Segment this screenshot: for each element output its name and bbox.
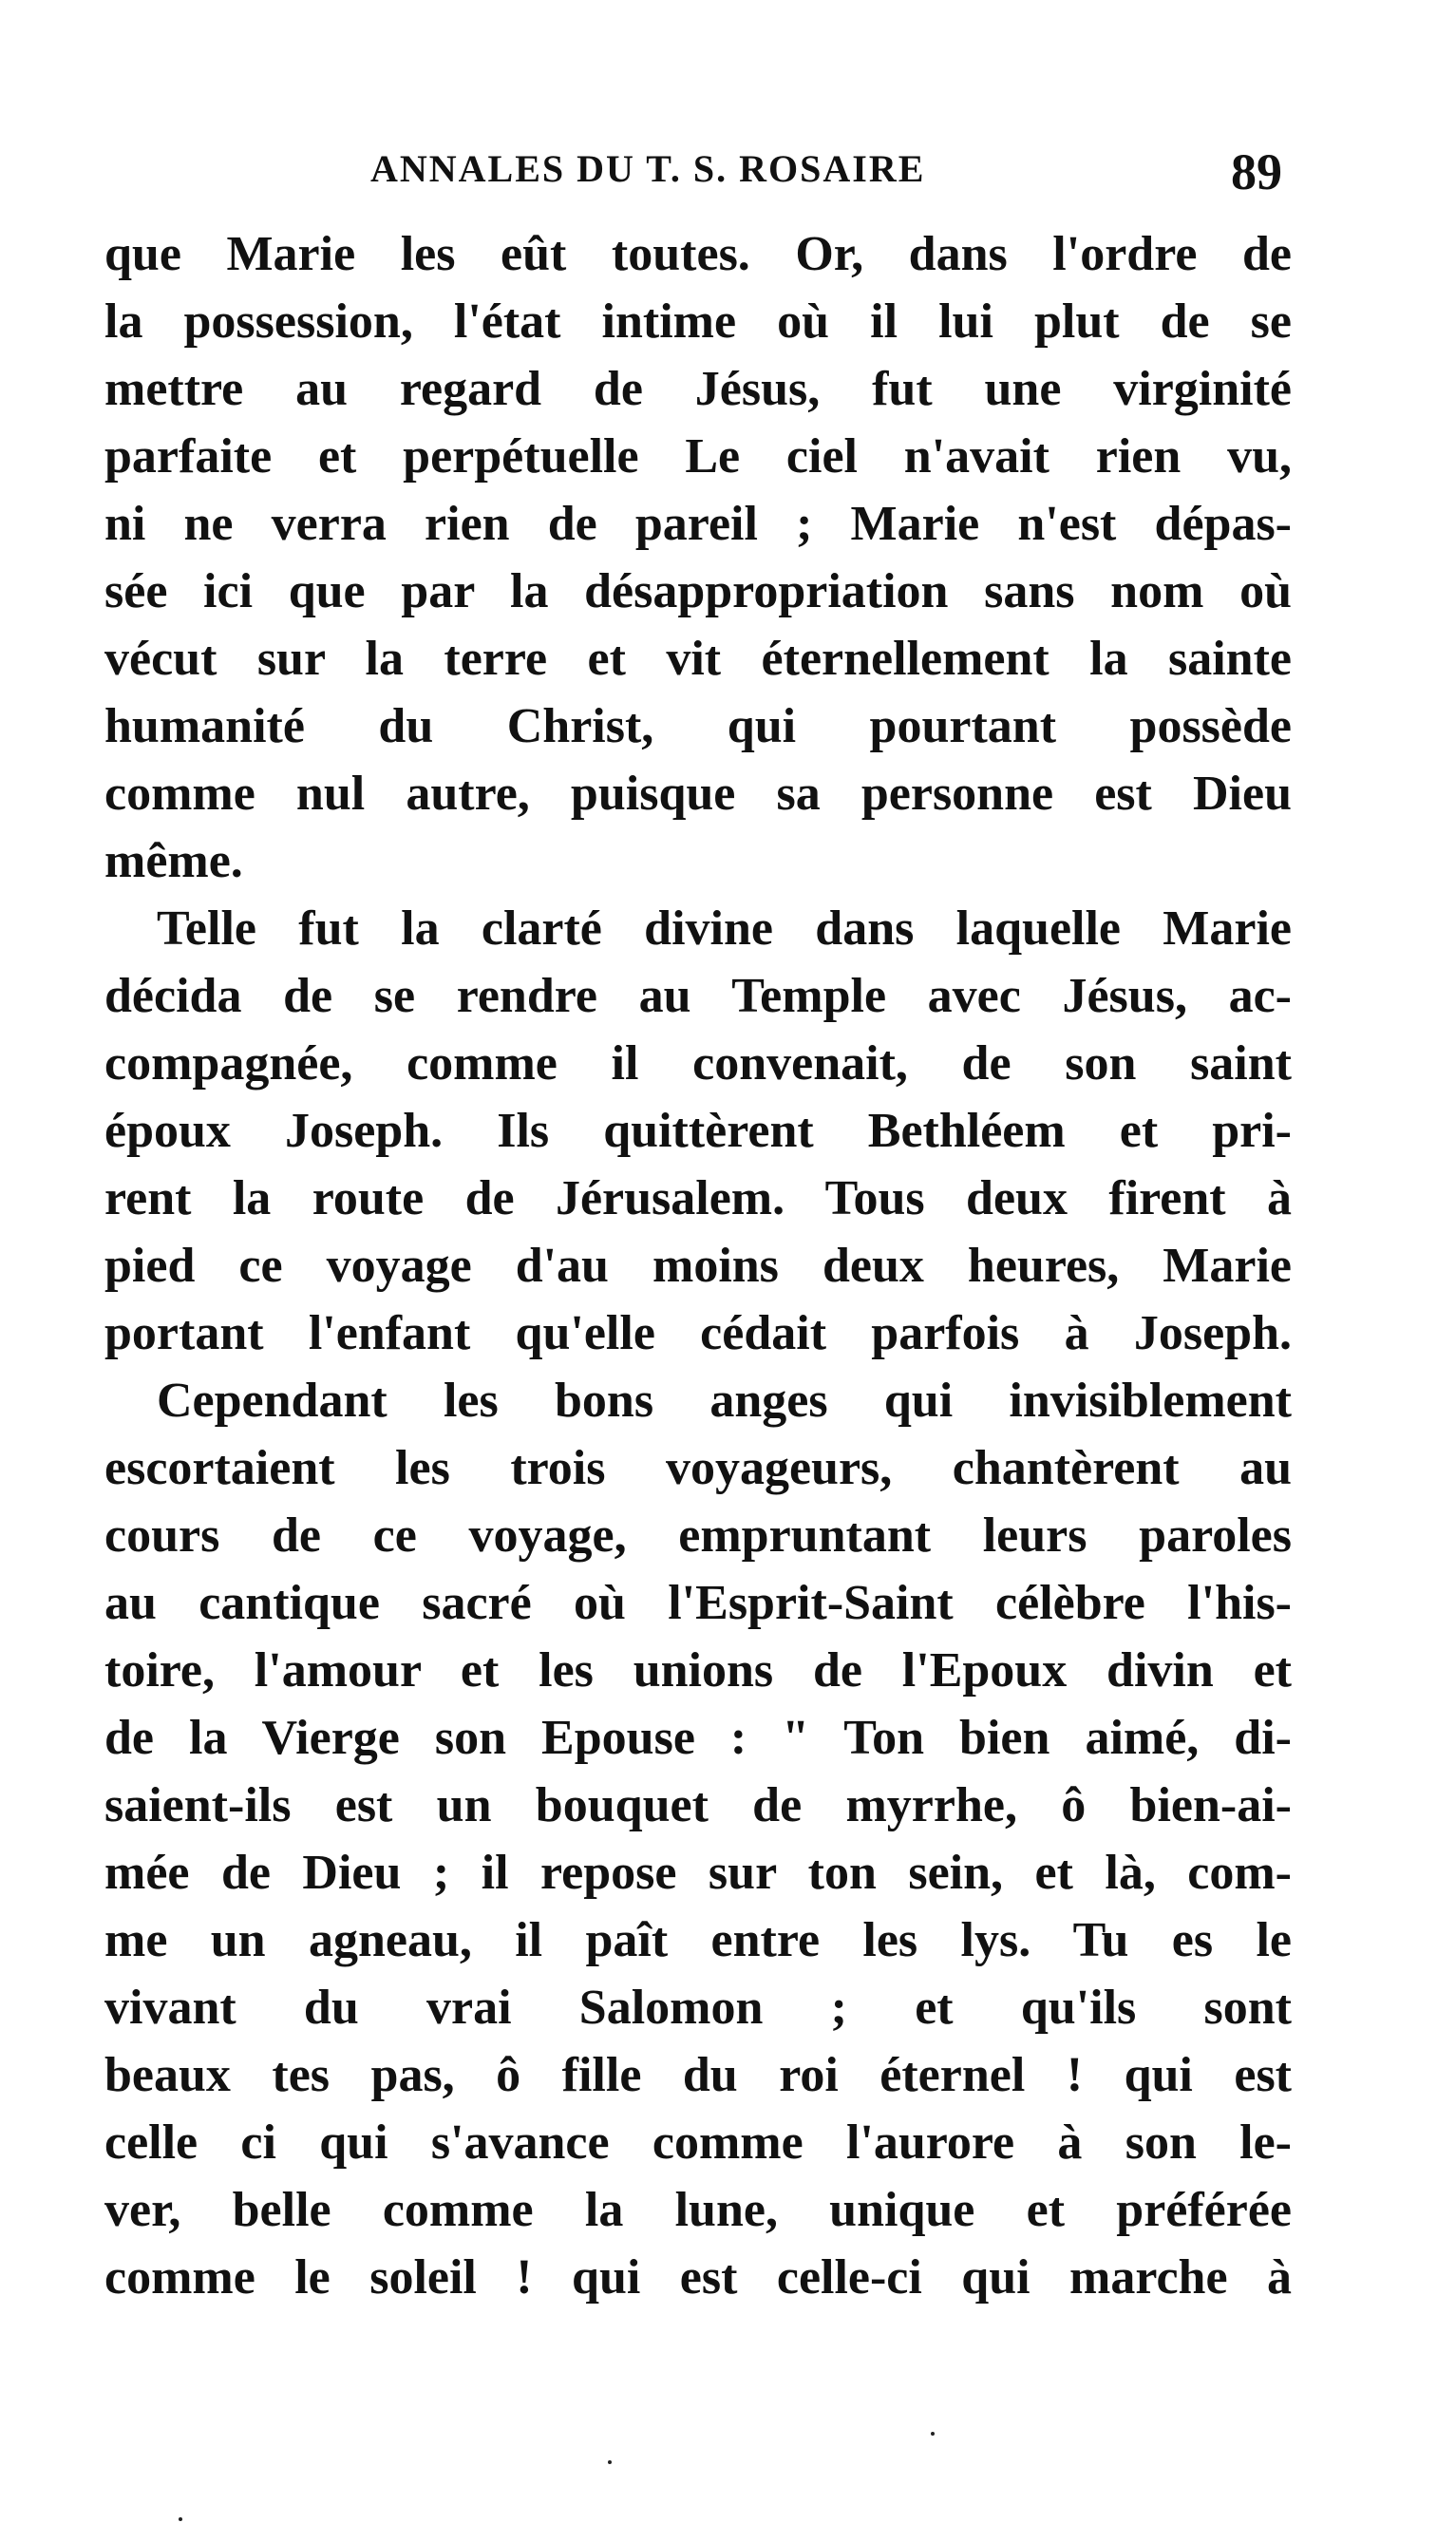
text-line: que Marie les eût toutes. Or, dans l'ordre de	[104, 227, 1292, 281]
text-line: décida de se rendre au Temple avec Jésus, ac-	[104, 969, 1292, 1023]
text-line: Telle fut la clarté divine dans laquelle Marie	[157, 901, 1292, 956]
text-line: la possession, l'état intime où il lui plut de se	[104, 294, 1292, 349]
text-line: comme le soleil ! qui est celle-ci qui marche à	[104, 2250, 1292, 2305]
scan-speck	[931, 2432, 935, 2436]
text-line: vivant du vrai Salomon ; et qu'ils sont	[104, 1981, 1292, 2035]
text-line: pied ce voyage d'au moins deux heures, Marie	[104, 1239, 1292, 1293]
text-line: sée ici que par la désappropriation sans nom où	[104, 564, 1292, 618]
text-line: cours de ce voyage, empruntant leurs paroles	[104, 1508, 1292, 1563]
page-header	[361, 142, 1301, 209]
text-line: parfaite et perpétuelle Le ciel n'avait rien vu,	[104, 429, 1292, 484]
text-line: celle ci qui s'avance comme l'aurore à son le-	[104, 2115, 1292, 2170]
text-line: époux Joseph. Ils quittèrent Bethléem et pri-	[104, 1104, 1292, 1158]
text-line: Cependant les bons anges qui invisiblement	[157, 1374, 1292, 1428]
text-line: ver, belle comme la lune, unique et préférée	[104, 2183, 1292, 2237]
text-line: compagnée, comme il convenait, de son saint	[104, 1036, 1292, 1091]
text-line: toire, l'amour et les unions de l'Epoux divin et	[104, 1643, 1292, 1698]
text-line: me un agneau, il paît entre les lys. Tu es le	[104, 1913, 1292, 1967]
text-line: de la Vierge son Epouse : " Ton bien aimé, di-	[104, 1711, 1292, 1765]
body-text	[104, 220, 1292, 2311]
text-line: mée de Dieu ; il repose sur ton sein, et là, com-	[104, 1846, 1292, 1900]
text-line: portant l'enfant qu'elle cédait parfois à Joseph.	[104, 1306, 1292, 1360]
text-line: mettre au regard de Jésus, fut une virginité	[104, 362, 1292, 416]
scan-speck	[179, 2517, 182, 2521]
running-title: ANNALES DU T. S. ROSAIRE	[370, 147, 926, 190]
text-line: beaux tes pas, ô fille du roi éternel ! qui est	[104, 2048, 1292, 2102]
text-line: au cantique sacré où l'Esprit-Saint célèbre l'his-	[104, 1576, 1292, 1630]
text-line: même.	[104, 834, 243, 888]
text-line: humanité du Christ, qui pourtant possède	[104, 699, 1292, 753]
text-line: rent la route de Jérusalem. Tous deux firent à	[104, 1171, 1292, 1225]
scan-speck	[608, 2460, 612, 2464]
text-line: escortaient les trois voyageurs, chantèrent au	[104, 1441, 1292, 1495]
page-number: 89	[1231, 143, 1282, 200]
text-line: ni ne verra rien de pareil ; Marie n'est dépas-	[104, 497, 1292, 551]
text-line: comme nul autre, puisque sa personne est Dieu	[104, 767, 1292, 821]
text-line: vécut sur la terre et vit éternellement la sainte	[104, 632, 1292, 686]
text-line: saient-ils est un bouquet de myrrhe, ô bien-ai-	[104, 1778, 1292, 1832]
